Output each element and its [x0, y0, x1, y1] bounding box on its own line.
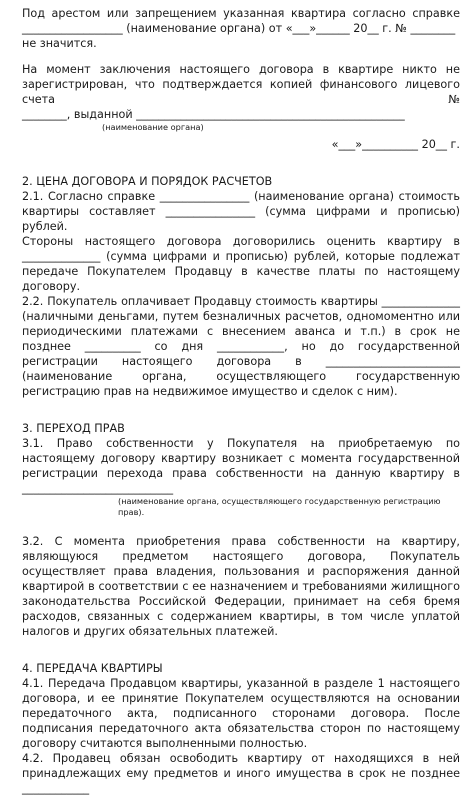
section-4-paragraph-2: 4.2. Продавец обязан освободить квартиру от находящихся в ней принадлежащих ему предметов и иного имущества в срок не позднее ____________	[22, 752, 460, 795]
intro-line-issued: ________, выданной ________________________________________________	[22, 108, 405, 121]
intro-line-1: Под арестом или запрещением указанная квартира согласно справке	[22, 7, 460, 20]
intro-line-2: __________________ (наименование органа) от «___»______ 20__ г. № ________	[22, 22, 456, 35]
section-4-title: 4. ПЕРЕДАЧА КВАРТИРЫ	[22, 662, 163, 675]
section-4-paragraph-1: 4.1. Передача Продавцом квартиры, указанной в разделе 1 настоящего договора, и ее принятие Покупателем осуществляются на основании передаточного акта, подписанного сторонами договора. После подписания передаточного акта обязательства сторон по настоящему договору считаются выполненными полностью.	[22, 677, 460, 750]
section-3-paragraph-2: 3.2. С момента приобретения права собственности на квартиру, являющуюся предметом настоящего договора, Покупатель осуществляет права владения, пользования и распоряжения данной квартирой в соответствии с ее назначением и требованиями жилищного законодательства Российской Федерации, принимает на себя бремя расходов, связанных с содержанием квартиры, в том числе уплатой налогов и других обязательных платежей.	[22, 535, 460, 638]
section-3-title: 3. ПЕРЕХОД ПРАВ	[22, 422, 125, 435]
section-2-title: 2. ЦЕНА ДОГОВОРА И ПОРЯДОК РАСЧЕТОВ	[22, 175, 273, 188]
intro-line-3: не значится.	[22, 37, 97, 50]
section-3-note: (наименование органа, осуществляющего государственную регистрацию прав).	[118, 496, 441, 517]
section-3-paragraph-1: 3.1. Право собственности у Покупателя на приобретаемую по настоящему договору квартиру возникает с момента государственной регистрации перехода права собственности на данную квартиру в ___________________________	[22, 437, 460, 495]
intro-date: «___»__________ 20__ г.	[331, 138, 460, 151]
section-2-paragraph-2: Стороны настоящего договора договорились оценить квартиру в ______________ (сумма цифрами и прописью) рублей, которые подлежат передаче Покупателем Продавцу в качестве платы по настоящему договору.	[22, 235, 460, 293]
section-2-paragraph-3: 2.2. Покупатель оплачивает Продавцу стоимость квартиры ______________ (наличными деньгами, путем безналичных расчетов, одномоментно или периодическими платежами с внесением аванса и т.п.) в срок не позднее __________ со дня ____________, но до государственной регистрации настоящего договора в ________________________ (наименование органа, осуществляющего государственную регистрацию прав на недвижимое имущество и сделок с ним).	[22, 295, 460, 398]
intro-paragraph-registration: На момент заключения настоящего договора в квартире никто не зарегистрирован, что подтверждается копией финансового лицевого счета №	[22, 63, 460, 106]
section-2-paragraph-1: 2.1. Согласно справке ________________ (наименование органа) стоимость квартиры составляет ________________ (сумма цифрами и прописью) рублей.	[22, 190, 460, 233]
intro-note-organ: (наименование органа)	[102, 122, 204, 132]
